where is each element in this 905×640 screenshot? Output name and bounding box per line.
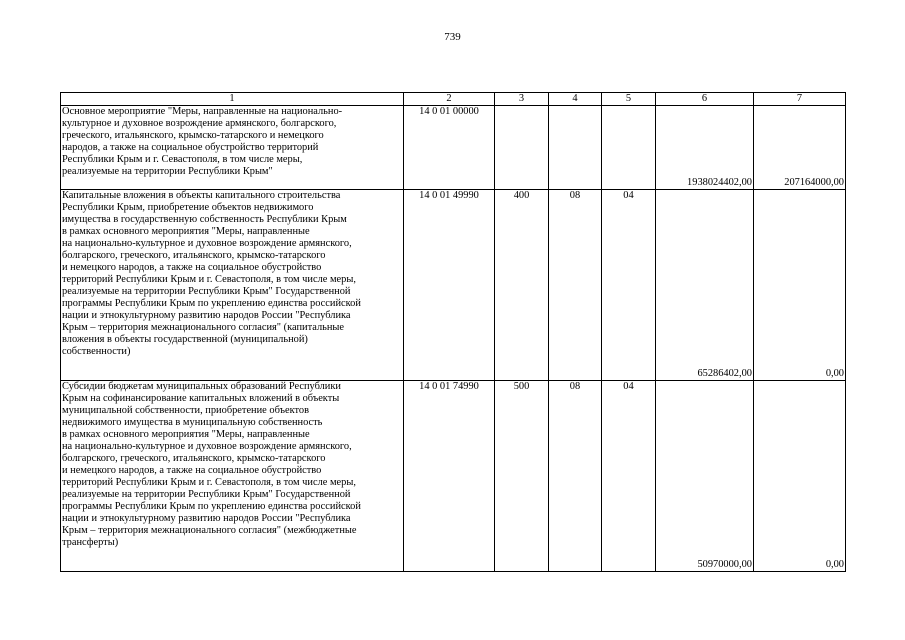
column-header: 5: [602, 93, 656, 106]
row-subsection: [602, 106, 656, 190]
row-target-code: 14 0 01 49990: [404, 190, 495, 381]
budget-table: [60, 92, 846, 572]
table-row: [61, 381, 846, 572]
row-subsection: 04: [602, 381, 656, 572]
row-target-code: 14 0 01 00000: [404, 106, 495, 190]
row-target-code: 14 0 01 74990: [404, 381, 495, 572]
column-header: 1: [61, 93, 404, 106]
column-header: 3: [495, 93, 549, 106]
row-subsection: 04: [602, 190, 656, 381]
row-amount-2: 0,00: [754, 190, 846, 381]
row-amount-1: 65286402,00: [656, 190, 754, 381]
row-expense-type: [495, 106, 549, 190]
row-amount-1: 50970000,00: [656, 381, 754, 572]
table-row: [61, 190, 846, 381]
page-number: 739: [444, 31, 461, 43]
row-expense-type: 500: [495, 381, 549, 572]
row-amount-2: 0,00: [754, 381, 846, 572]
row-section: 08: [549, 190, 602, 381]
row-amount-1: 1938024402,00: [656, 106, 754, 190]
row-expense-type: 400: [495, 190, 549, 381]
row-section: [549, 106, 602, 190]
column-header: 7: [754, 93, 846, 106]
table-header-row: [61, 93, 846, 106]
row-section: 08: [549, 381, 602, 572]
row-description: Капитальные вложения в объекты капитального строительства Республики Крым, приобретение объектов недвижимого имущества в государственную собственность Республики Крым в рамках основного мероприятия "Меры, направленные на национально-культурное и духовное возрождение армянского, болгарского, греческого, итальянского, крымско-татарского и немецкого народов, а также на социальное обустройство территорий Республики Крым и г. Севастополя, в том числе меры, реализуемые на территории Республики Крым" Государственной программы Республики Крым по укреплению единства российской нации и этнокультурному развитию народов России "Республика Крым – территория межнационального согласия" (капитальные вложения в объекты государственной (муниципальной) собственности): [61, 190, 404, 381]
column-header: 2: [404, 93, 495, 106]
column-header: 4: [549, 93, 602, 106]
row-amount-2: 207164000,00: [754, 106, 846, 190]
row-description: Основное мероприятие "Меры, направленные на национально- культурное и духовное возрождение армянского, болгарского, греческого, итальянского, крымско-татарского и немецкого народов, а также на социальное обустройство территорий Республики Крым и г. Севастополя, в том числе меры, реализуемые на территории Республики Крым": [61, 106, 404, 190]
table-row: [61, 106, 846, 190]
column-header: 6: [656, 93, 754, 106]
row-description: Субсидии бюджетам муниципальных образований Республики Крым на софинансирование капитальных вложений в объекты муниципальной собственности, приобретение объектов недвижимого имущества в муниципальную собственность в рамках основного мероприятия "Меры, направленные на национально-культурное и духовное возрождение армянского, болгарского, греческого, итальянского, крымско-татарского и немецкого народов, а также на социальное обустройство территорий Республики Крым и г. Севастополя, в том числе меры, реализуемые на территории Республики Крым" Государственной программы Республики Крым по укреплению единства российской нации и этнокультурному развитию народов России "Республика Крым – территория межнационального согласия" (межбюджетные трансферты): [61, 381, 404, 572]
